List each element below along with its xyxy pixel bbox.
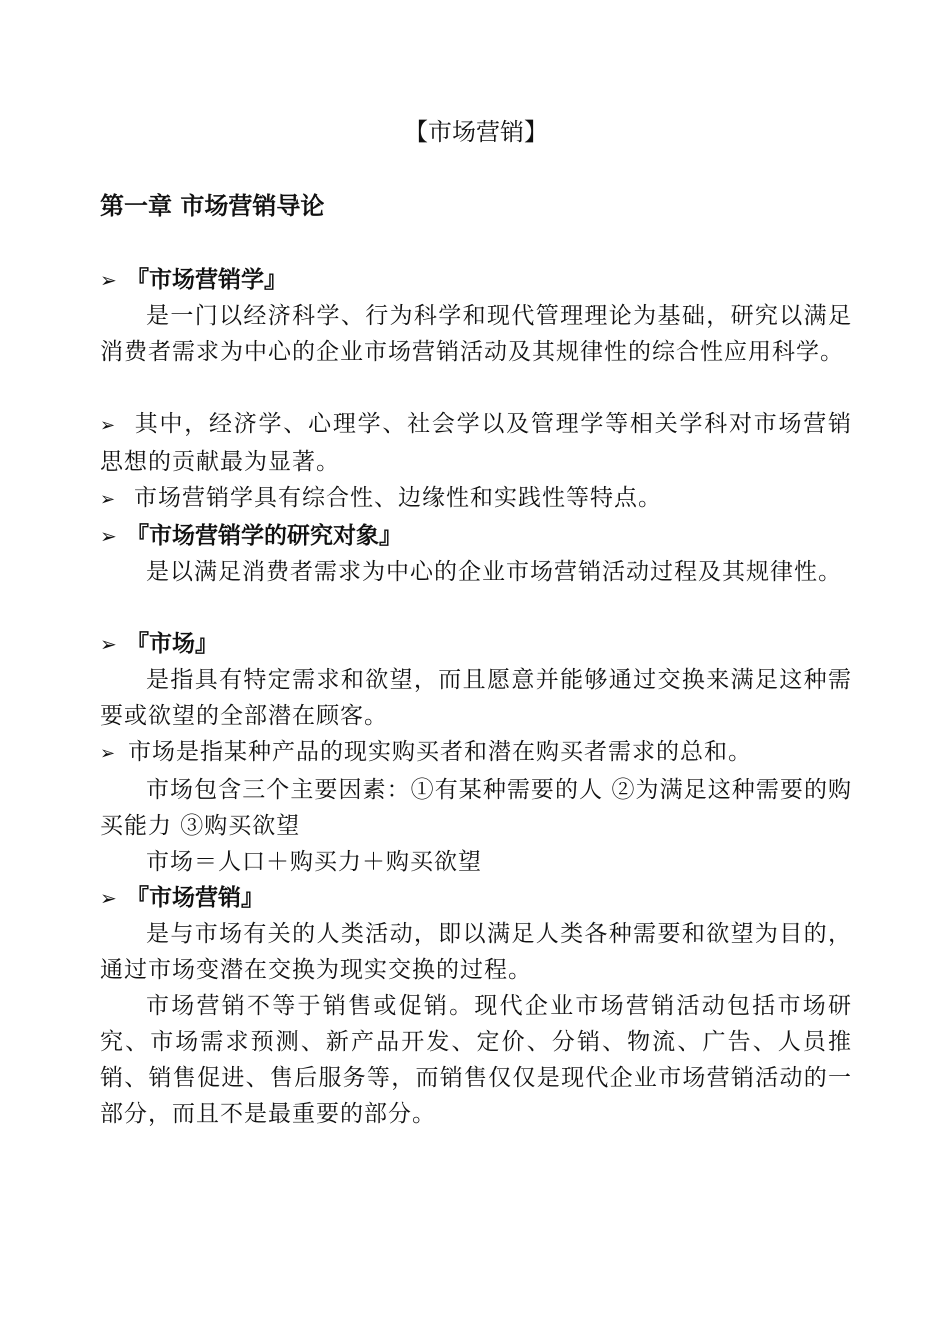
arrow-bullet-icon: ➢ (100, 415, 117, 436)
document-title: 【市场营销】 (404, 118, 548, 146)
section-heading-marketing-science (100, 262, 852, 298)
paragraph: 市场＝人口＋购买力＋购买欲望 (146, 849, 482, 875)
section-heading-research-object (100, 518, 852, 554)
bullet-text: 市场是指某种产品的现实购买者和潜在购买者需求的总和。 (128, 739, 752, 765)
paragraph: 市场包含三个主要因素：①有某种需要的人 ②为满足这种需要的购买能力 ③购买欲望 (100, 777, 852, 839)
arrow-bullet-icon: ➢ (100, 632, 117, 656)
arrow-bullet-icon: ➢ (100, 524, 117, 548)
bullet-item (100, 734, 852, 772)
section-heading-text: 『市场营销学的研究对象』 (126, 523, 402, 549)
paragraph: 是以满足消费者需求为中心的企业市场营销活动过程及其规律性。 (146, 559, 842, 585)
arrow-bullet-icon: ➢ (100, 886, 117, 910)
section-heading-text: 『市场营销』 (126, 885, 264, 911)
paragraph: 是与市场有关的人类活动，即以满足人类各种需要和欲望为目的，通过市场变潜在交换为现实交换的过程。 (100, 921, 852, 983)
chapter-heading: 第一章 市场营销导论 (100, 192, 325, 220)
bullet-text: 其中，经济学、心理学、社会学以及管理学等相关学科对市场营销思想的贡献最为显著。 (100, 411, 852, 475)
section-heading-text: 『市场』 (126, 631, 218, 657)
arrow-bullet-icon: ➢ (100, 268, 117, 292)
document-page (100, 100, 852, 1132)
section-heading-market (100, 626, 852, 662)
bullet-text: 市场营销学具有综合性、边缘性和实践性等特点。 (134, 485, 662, 511)
bullet-item (100, 406, 852, 480)
section-heading-marketing (100, 880, 852, 916)
arrow-bullet-icon: ➢ (100, 743, 117, 764)
bullet-item (100, 480, 852, 518)
arrow-bullet-icon: ➢ (100, 489, 117, 510)
paragraph: 市场营销不等于销售或促销。现代企业市场营销活动包括市场研究、市场需求预测、新产品开发、定价、分销、物流、广告、人员推销、销售促进、售后服务等，而销售仅仅是现代企业市场营销活动的一部分，而且不是最重要的部分。 (100, 993, 852, 1127)
paragraph: 是一门以经济科学、行为科学和现代管理理论为基础，研究以满足消费者需求为中心的企业市场营销活动及其规律性的综合性应用科学。 (100, 303, 852, 365)
section-heading-text: 『市场营销学』 (126, 267, 287, 293)
paragraph: 是指具有特定需求和欲望，而且愿意并能够通过交换来满足这种需要或欲望的全部潜在顾客。 (100, 667, 852, 729)
